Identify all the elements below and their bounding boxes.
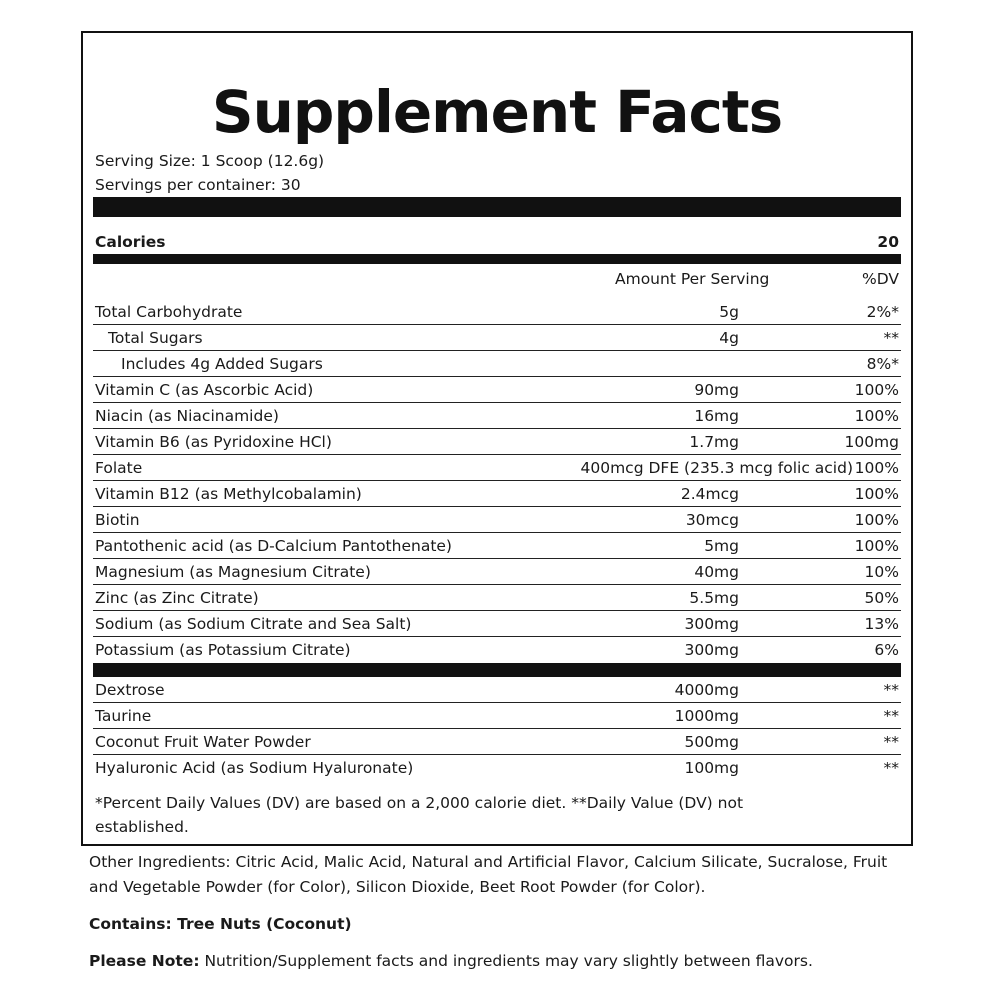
nutrient-amount: 400mcg DFE (235.3 mcg folic acid): [580, 459, 853, 477]
nutrient-dv: 100%: [854, 381, 899, 399]
table-row: [93, 611, 901, 637]
nutrient-name: Niacin (as Niacinamide): [95, 407, 279, 425]
nutrient-amount: 1000mg: [674, 707, 739, 725]
nutrient-name: Potassium (as Potassium Citrate): [95, 641, 351, 659]
nutrient-name: Biotin: [95, 511, 140, 529]
nutrient-name: Coconut Fruit Water Powder: [95, 733, 311, 751]
nutrient-dv: **: [883, 733, 899, 751]
table-row: [93, 637, 901, 662]
table-row: [93, 507, 901, 533]
medium-divider: [93, 254, 901, 264]
nutrient-dv: 100%: [854, 537, 899, 555]
table-row: [93, 729, 901, 755]
contains-allergen: Contains: Tree Nuts (Coconut): [89, 915, 352, 933]
nutrient-amount: 300mg: [684, 641, 739, 659]
table-row: [93, 703, 901, 729]
nutrient-amount: 300mg: [684, 615, 739, 633]
footnote: *Percent Daily Values (DV) are based on a 2,000 calorie diet. **Daily Value (DV) not established.: [95, 794, 744, 836]
nutrient-name: Total Carbohydrate: [95, 303, 243, 321]
table-row: [93, 585, 901, 611]
nutrient-name: Vitamin B6 (as Pyridoxine HCl): [95, 433, 332, 451]
nutrient-dv: 2%*: [866, 303, 899, 321]
nutrient-amount: 90mg: [694, 381, 739, 399]
table-row: [93, 559, 901, 585]
nutrient-name: Folate: [95, 459, 143, 477]
nutrient-name: Hyaluronic Acid (as Sodium Hyaluronate): [95, 759, 414, 777]
calories-value: 20: [877, 233, 899, 251]
nutrient-amount: 1.7mg: [689, 433, 739, 451]
dv-header: %DV: [862, 270, 899, 288]
calories-row: [95, 231, 899, 253]
nutrient-dv: **: [883, 681, 899, 699]
thick-divider-2: [93, 663, 901, 677]
other-ingredients: Other Ingredients: Citric Acid, Malic Acid, Natural and Artificial Flavor, Calcium Silicate, Sucralose, Fruit and Vegetable Powder (for Color), Silicon Dioxide, Beet Root Powder (for Color).: [89, 853, 888, 896]
nutrient-dv: **: [883, 329, 899, 347]
amount-header: Amount Per Serving: [615, 270, 770, 288]
table-row: [93, 755, 901, 780]
nutrient-name: Dextrose: [95, 681, 165, 699]
nutrient-dv: 8%*: [866, 355, 899, 373]
nutrient-name: Sodium (as Sodium Citrate and Sea Salt): [95, 615, 412, 633]
nutrient-dv: 100mg: [844, 433, 899, 451]
nutrient-dv: **: [883, 707, 899, 725]
table-row: [93, 481, 901, 507]
nutrient-amount: 500mg: [684, 733, 739, 751]
table-row: [93, 351, 901, 377]
nutrient-dv: 100%: [854, 485, 899, 503]
nutrient-dv: 100%: [854, 407, 899, 425]
table-row: [93, 325, 901, 351]
nutrient-amount: 5.5mg: [689, 589, 739, 607]
nutrient-name: Zinc (as Zinc Citrate): [95, 589, 259, 607]
nutrient-dv: **: [883, 759, 899, 777]
thick-divider: [93, 197, 901, 217]
table-row: [93, 677, 901, 703]
nutrient-dv: 6%: [874, 641, 899, 659]
nutrient-amount: 4000mg: [674, 681, 739, 699]
nutrient-amount: 16mg: [694, 407, 739, 425]
nutrient-name: Magnesium (as Magnesium Citrate): [95, 563, 371, 581]
supplement-facts-panel: [81, 31, 913, 846]
nutrient-amount: 4g: [719, 329, 739, 347]
nutrient-name: Vitamin B12 (as Methylcobalamin): [95, 485, 362, 503]
nutrient-dv: 50%: [864, 589, 899, 607]
please-note-text: Nutrition/Supplement facts and ingredients may vary slightly between flavors.: [199, 952, 813, 970]
panel-title: Supplement Facts: [211, 78, 783, 146]
table-row: [93, 429, 901, 455]
nutrient-amount: 30mcg: [685, 511, 739, 529]
serving-size: Serving Size: 1 Scoop (12.6g): [95, 152, 325, 170]
please-note: [89, 949, 919, 974]
calories-label: Calories: [95, 233, 166, 251]
nutrient-name: Total Sugars: [108, 329, 203, 347]
nutrient-dv: 100%: [854, 459, 899, 477]
nutrient-amount: 2.4mcg: [680, 485, 739, 503]
table-row: [93, 403, 901, 429]
table-row: [93, 455, 901, 481]
nutrient-name: Taurine: [95, 707, 152, 725]
servings-per-container: Servings per container: 30: [95, 176, 301, 194]
nutrient-amount: 40mg: [694, 563, 739, 581]
nutrient-dv: 13%: [864, 615, 899, 633]
nutrient-amount: 100mg: [684, 759, 739, 777]
table-row: [93, 377, 901, 403]
nutrient-name: Includes 4g Added Sugars: [121, 355, 323, 373]
please-note-label: Please Note:: [89, 952, 200, 970]
table-row: [93, 299, 901, 325]
nutrient-dv: 10%: [864, 563, 899, 581]
nutrient-dv: 100%: [854, 511, 899, 529]
nutrient-name: Vitamin C (as Ascorbic Acid): [95, 381, 314, 399]
nutrient-name: Pantothenic acid (as D-Calcium Pantothenate): [95, 537, 452, 555]
nutrient-amount: 5g: [719, 303, 739, 321]
table-row: [93, 533, 901, 559]
nutrient-amount: 5mg: [704, 537, 739, 555]
